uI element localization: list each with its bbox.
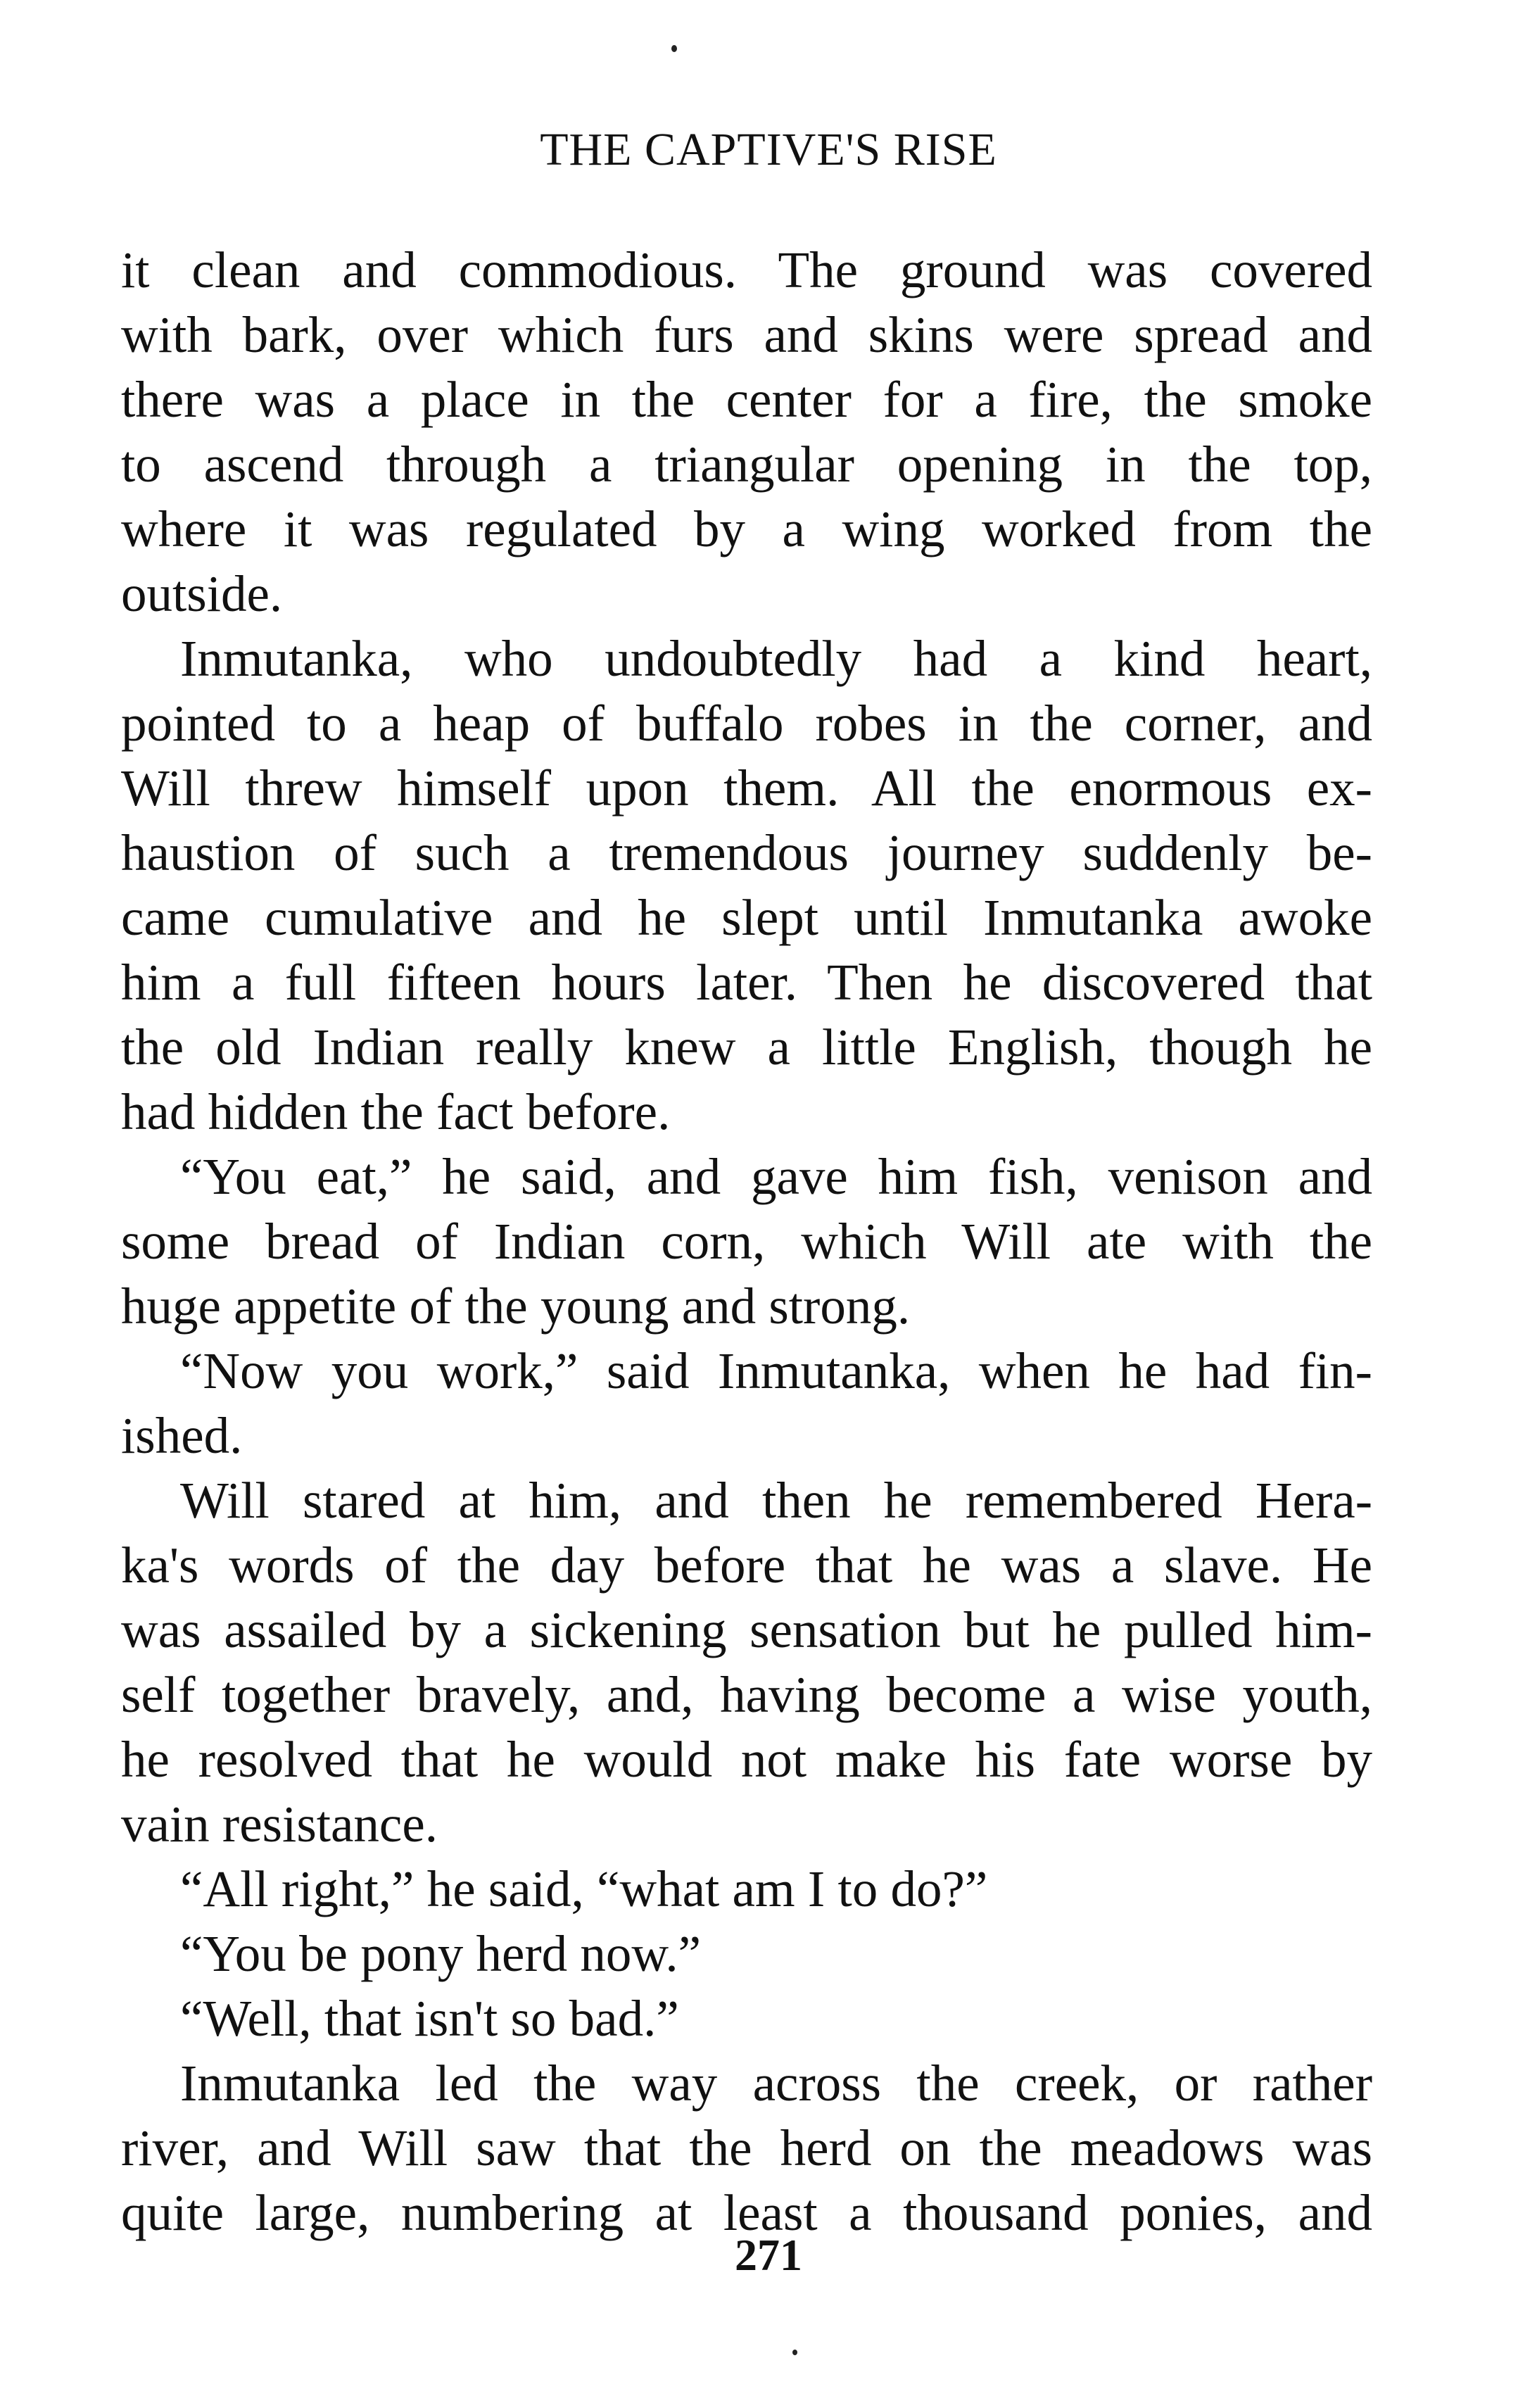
text-line: quite large, numbering at least a thousand ponies, and	[121, 2184, 1372, 2241]
text-line: “You be pony herd now.”	[180, 1925, 702, 1982]
text-line: outside.	[121, 565, 283, 622]
text-line: he resolved that he would not make his fate worse by	[121, 1731, 1372, 1788]
text-line: the old Indian really knew a little English, though he	[121, 1019, 1372, 1076]
text-line: ished.	[121, 1407, 243, 1464]
text-line: there was a place in the center for a fire, the smoke	[121, 371, 1372, 428]
text-line: “Well, that isn't so bad.”	[180, 1990, 679, 2047]
text-line: “All right,” he said, “what am I to do?”	[180, 1860, 988, 1917]
page-number: 271	[735, 2230, 802, 2280]
page-speck	[792, 2350, 797, 2355]
text-line: had hidden the fact before.	[121, 1083, 671, 1140]
text-line: Inmutanka led the way across the creek, or rather	[180, 2055, 1372, 2112]
text-line: to ascend through a triangular opening in the top,	[121, 436, 1372, 493]
text-line: it clean and commodious. The ground was covered	[121, 241, 1372, 298]
text-line: him a full fifteen hours later. Then he discovered that	[121, 954, 1372, 1011]
running-head: THE CAPTIVE'S RISE	[540, 124, 997, 175]
text-line: some bread of Indian corn, which Will ate with the	[121, 1213, 1372, 1270]
text-line: huge appetite of the young and strong.	[121, 1278, 911, 1335]
text-line: ka's words of the day before that he was a slave. He	[121, 1537, 1372, 1594]
text-line: “Now you work,” said Inmutanka, when he had fin-	[180, 1342, 1372, 1399]
text-line: with bark, over which furs and skins were spread and	[121, 306, 1372, 363]
page-body	[121, 238, 1372, 2245]
text-line: self together bravely, and, having become a wise youth,	[121, 1666, 1372, 1723]
page-speck	[671, 45, 677, 52]
text-line: where it was regulated by a wing worked from the	[121, 500, 1372, 557]
text-line: Inmutanka, who undoubtedly had a kind heart,	[180, 630, 1372, 687]
text-line: “You eat,” he said, and gave him fish, venison and	[180, 1148, 1372, 1205]
text-line: vain resistance.	[121, 1796, 438, 1853]
text-line: Will threw himself upon them. All the enormous ex-	[121, 759, 1372, 817]
text-line: Will stared at him, and then he remembered Hera-	[180, 1472, 1372, 1529]
text-line: came cumulative and he slept until Inmutanka awoke	[121, 889, 1372, 946]
text-line: was assailed by a sickening sensation but he pulled him-	[121, 1601, 1372, 1658]
text-line: pointed to a heap of buffalo robes in the corner, and	[121, 695, 1372, 752]
text-line: river, and Will saw that the herd on the meadows was	[121, 2119, 1372, 2176]
text-line: haustion of such a tremendous journey suddenly be-	[121, 824, 1372, 881]
